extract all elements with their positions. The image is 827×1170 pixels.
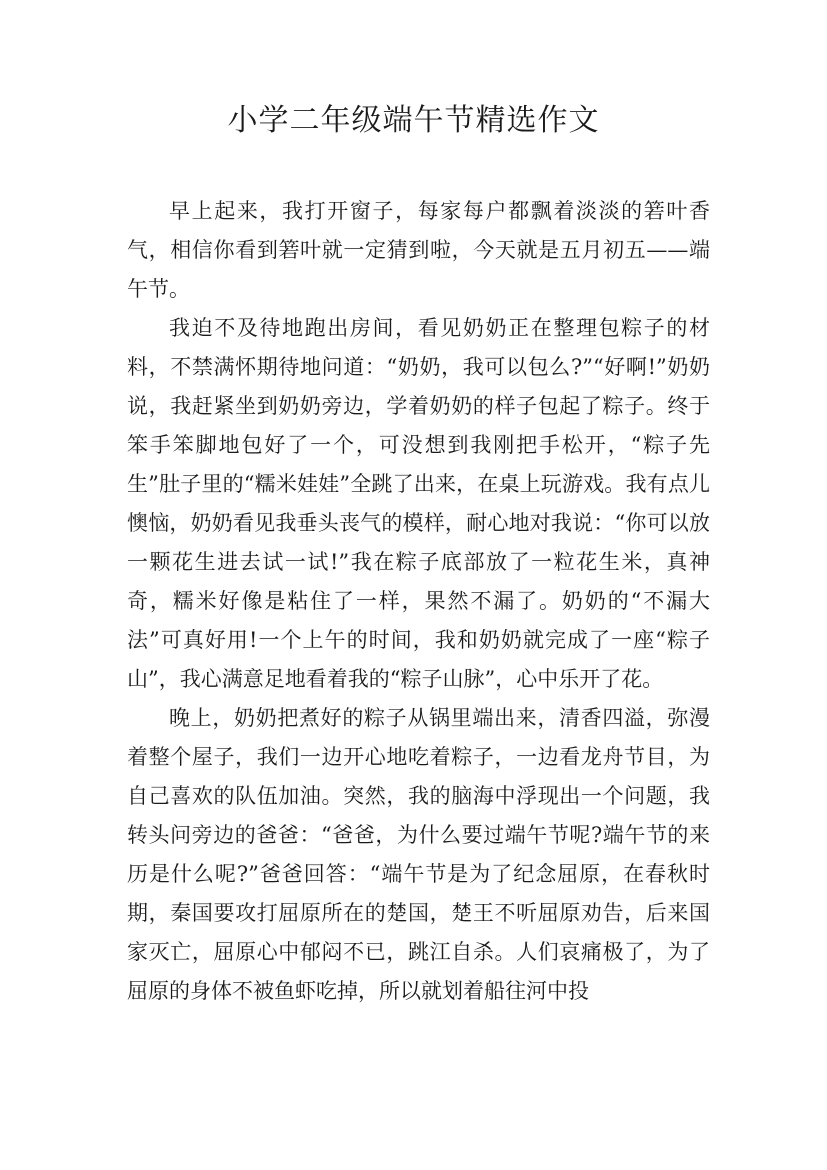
document-title: 小学二年级端午节精选作文 — [227, 103, 600, 138]
paragraph-1: 早上起来，我打开窗子，每家每户都飘着淡淡的箬叶香气，相信你看到箬叶就一定猜到啦，今天就是五月初五——端午节。 — [127, 199, 710, 301]
document-body — [127, 192, 710, 1011]
paragraph-3: 晚上，奶奶把煮好的粽子从锅里端出来，清香四溢，弥漫着整个屋子，我们一边开心地吃着粽子，一边看龙舟节目，为自己喜欢的队伍加油。突然，我的脑海中浮现出一个问题，我转头问旁边的爸爸：“爸爸，为什么要过端午节呢?端午节的来历是什么呢?”爸爸回答：“端午节是为了纪念屈原，在春秋时期，秦国要攻打屈原所在的楚国，楚王不听屈原劝告，后来国家灭亡，屈原心中郁闷不已，跳江自杀。人们哀痛极了，为了屈原的身体不被鱼虾吃掉，所以就划着船往河中投 — [127, 706, 710, 1003]
paragraph-2: 我迫不及待地跑出房间，看见奶奶正在整理包粽子的材料，不禁满怀期待地问道：“奶奶，我可以包么?”“好啊!”奶奶说，我赶紧坐到奶奶旁边，学着奶奶的样子包起了粽子。终于笨手笨脚地包好了一个，可没想到我刚把手松开，“粽子先生”肚子里的“糯米娃娃”全跳了出来，在桌上玩游戏。我有点儿懊恼，奶奶看见我垂头丧气的模样，耐心地对我说：“你可以放一颗花生进去试一试!”我在粽子底部放了一粒花生米，真神奇，糯米好像是粘住了一样，果然不漏了。奶奶的“不漏大法”可真好用!一个上午的时间，我和奶奶就完成了一座“粽子山”，我心满意足地看着我的“粽子山脉”，心中乐开了花。 — [127, 316, 710, 691]
